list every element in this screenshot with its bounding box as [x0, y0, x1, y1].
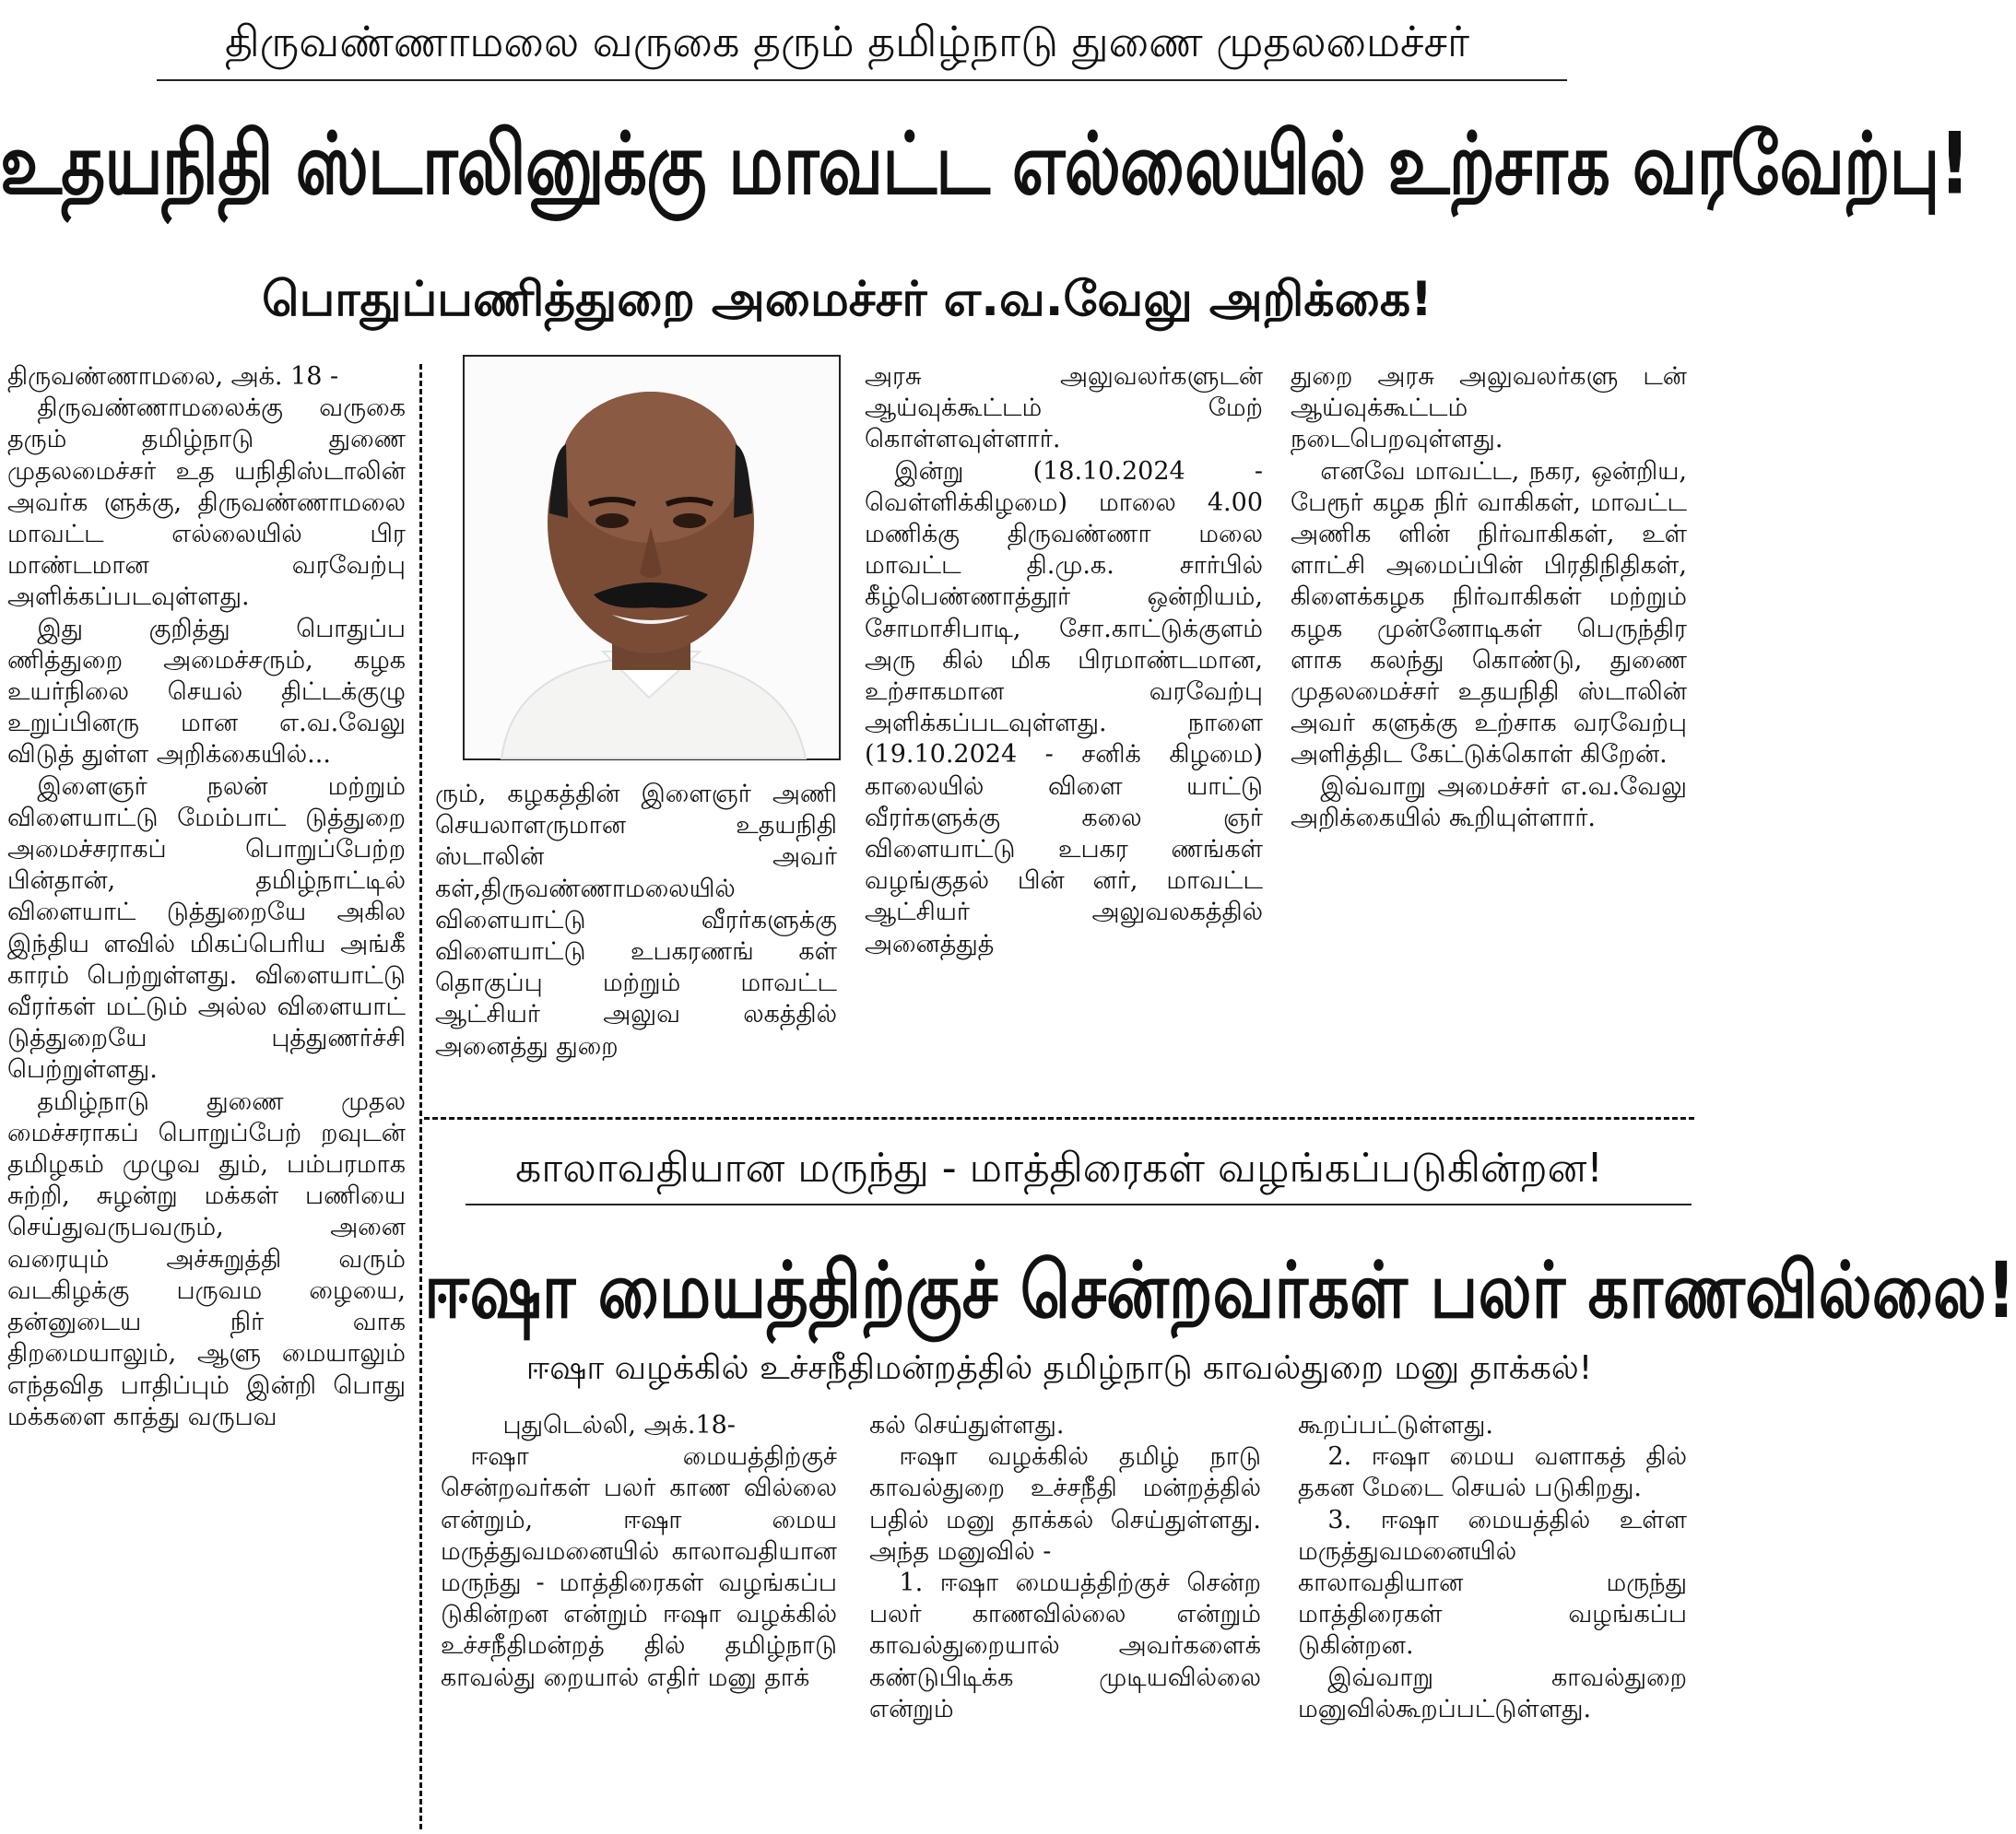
story1-subhead: பொதுப்பணித்துறை அமைச்சர் எ.வ.வேலு அறிக்கை! — [262, 272, 1432, 327]
paragraph: ஈஷா மையத்திற்குச் சென்றவர்கள் பலர் காண வில்லை என்றும், ஈஷா மைய மருத்துவமனையில் காலாவதியான மருந்து - மாத்திரைகள் வழங்கப்ப டுகின்றன என்றும் ஈஷா வழக்கில் உச்சநீதிமன்றத் தில் தமிழ்நாடு காவல்து றையால் எதிர் மனு தாக் — [441, 1442, 837, 1692]
paragraph: கூறப்பட்டுள்ளது. — [1298, 1411, 1493, 1440]
story1-column-2 — [435, 779, 837, 1063]
story1-column-4 — [1291, 361, 1687, 834]
paragraph: அரசு அலுவலர்களுடன் ஆய்வுக்கூட்டம் மேற் கொள்ளவுள்ளார். — [865, 362, 1263, 454]
paragraph: துறை அரசு அலுவலர்களு டன் ஆய்வுக்கூட்டம் நடைபெறவுள்ளது. — [1291, 362, 1687, 454]
minister-photo — [463, 355, 841, 760]
paragraph: 2. ஈஷா மைய வளாகத் தில் தகன மேடை செயல் படுகிறது. — [1298, 1442, 1687, 1503]
story1-kicker: திருவண்ணாமலை வருகை தரும் தமிழ்நாடு துணை முதலமைச்சர் — [224, 17, 1470, 66]
paragraph: ரும், கழகத்தின் இளைஞர் அணி செயலாளருமான உதயநிதி ஸ்டாலின் அவர் கள்,திருவண்ணாமலையில் விளையாட்டு வீரர்களுக்கு விளையாட்டு உபகரணங் கள் தொகுப்பு மற்றும் மாவட்ட ஆட்சியர் அலுவ லகத்தில் அனைத்து துறை — [435, 780, 837, 1061]
paragraph: இன்று (18.10.2024 - வெள்ளிக்கிழமை) மாலை 4.00 மணிக்கு திருவண்ணா மலை மாவட்ட தி.மு.க. சார்பில் கீழ்பெண்ணாத்தூர் ஒன்றியம், சோமாசிபாடி, சோ.காட்டுக்குளம் அரு கில் மிக பிரமாண்டமான, உற்சாகமான வரவேற்பு அளிக்கப்படவுள்ளது. நாளை (19.10.2024 - சனிக் கிழமை) காலையில் விளை யாட்டு வீரர்களுக்கு கலை ஞர் விளையாட்டு உபகர ணங்கள் வழங்குதல் பின் னர், மாவட்ட ஆட்சியர் அலுவலகத்தில் அனைத்துத் — [865, 456, 1263, 958]
column-divider — [419, 364, 422, 1829]
paragraph: இவ்வாறு காவல்துறை மனுவில்கூறப்பட்டுள்ளது. — [1298, 1663, 1687, 1723]
story2-kicker-rule — [466, 1204, 1692, 1205]
paragraph: இது குறித்து பொதுப்ப ணித்துறை அமைச்சரும், கழக உயர்நிலை செயல் திட்டக்குழு உறுப்பினரு மான எ.வ.வேலு விடுத் துள்ள அறிக்கையில்... — [7, 614, 406, 770]
story1-column-1 — [7, 361, 406, 1433]
story1-headline: உதயநிதி ஸ்டாலினுக்கு மாவட்ட எல்லையில் உற்சாக வரவேற்பு! — [0, 114, 1970, 214]
kicker-rule — [157, 79, 1567, 81]
story2-kicker: காலாவதியான மருந்து - மாத்திரைகள் வழங்கப்படுகின்றன! — [515, 1145, 1603, 1192]
story2-column-2 — [869, 1410, 1261, 1725]
dateline: புதுடெல்லி, அக்.18- — [502, 1411, 736, 1440]
paragraph: தமிழ்நாடு துணை முதல மைச்சராகப் பொறுப்பேற் றவுடன் தமிழகம் முழுவ தும், பம்பரமாக சுற்றி, சுழன்று மக்கள் பணியை செய்துவருபவரும், அனை வரையும் அச்சுறுத்தி வரும் வடகிழக்கு பருவம ழையை, தன்னுடைய நிர் வாக திறமையாலும், ஆளு மையாலும் எந்தவித பாதிப்பும் இன்றி பொது மக்களை காத்து வருபவ — [7, 1087, 406, 1431]
paragraph: இளைஞர் நலன் மற்றும் விளையாட்டு மேம்பாட் டுத்துறை அமைச்சராகப் பொறுப்பேற்ற பின்தான், தமிழ்நாட்டில் விளையாட் டுத்துறையே அகில இந்திய ளவில் மிகப்பெரிய அங்கீ காரம் பெற்றுள்ளது. விளையாட்டு வீரர்கள் மட்டும் அல்ல விளையாட் டுத்துறையே புத்துணர்ச்சி பெற்றுள்ளது. — [7, 771, 406, 1085]
story2-subhead: ஈஷா வழக்கில் உச்சநீதிமன்றத்தில் தமிழ்நாடு காவல்துறை மனு தாக்கல்! — [525, 1349, 1593, 1387]
paragraph: 1. ஈஷா மையத்திற்குச் சென்ற பலர் காணவில்லை என்றும் காவல்துறையால் அவர்களைக் கண்டுபிடிக்க முடியவில்லை என்றும் — [869, 1569, 1261, 1723]
story1-column-3 — [865, 361, 1263, 960]
paragraph: ஈஷா வழக்கில் தமிழ் நாடு காவல்துறை உச்சநீதி மன்றத்தில் பதில் மனு தாக்கல் செய்துள்ளது. அந்த மனுவில் - — [869, 1442, 1261, 1566]
paragraph: கல் செய்துள்ளது. — [869, 1411, 1065, 1440]
story2-column-1 — [441, 1410, 837, 1694]
portrait-image — [465, 357, 839, 758]
paragraph: 3. ஈஷா மையத்தில் உள்ள மருத்துவமனையில் காலாவதியான மருந்து மாத்திரைகள் வழங்கப்ப டுகின்றன. — [1298, 1505, 1687, 1661]
dateline: திருவண்ணாமலை, அக். 18 - — [7, 362, 339, 391]
story2-headline: ஈஷா மையத்திற்குச் சென்றவர்கள் பலர் காணவில்லை! — [424, 1244, 2016, 1336]
paragraph: எனவே மாவட்ட, நகர, ஒன்றிய, பேரூர் கழக நிர் வாகிகள், மாவட்ட அணிக ளின் நிர்வாகிகள், உள் ளாட்சி அமைப்பின் பிரதிநிதிகள், கிளைக்கழக நிர்வாகிகள் மற்றும் கழக முன்னோடிகள் பெருந்திர ளாக கலந்து கொண்டு, துணை முதலமைச்சர் உதயநிதி ஸ்டாலின் அவர் களுக்கு உற்சாக வரவேற்பு அளித்திட கேட்டுக்கொள் கிறேன். — [1291, 456, 1687, 770]
story2-column-3 — [1298, 1410, 1687, 1725]
paragraph: திருவண்ணாமலைக்கு வருகை தரும் தமிழ்நாடு துணை முதலமைச்சர் உத யநிதிஸ்டாலின் அவர்க ளுக்கு, திருவண்ணாமலை மாவட்ட எல்லையில் பிர மாண்டமான வரவேற்பு அளிக்கப்படவுள்ளது. — [7, 394, 406, 612]
paragraph: இவ்வாறு அமைச்சர் எ.வ.வேலு அறிக்கையில் கூறியுள்ளார். — [1291, 771, 1687, 832]
story-divider — [424, 1117, 1694, 1120]
